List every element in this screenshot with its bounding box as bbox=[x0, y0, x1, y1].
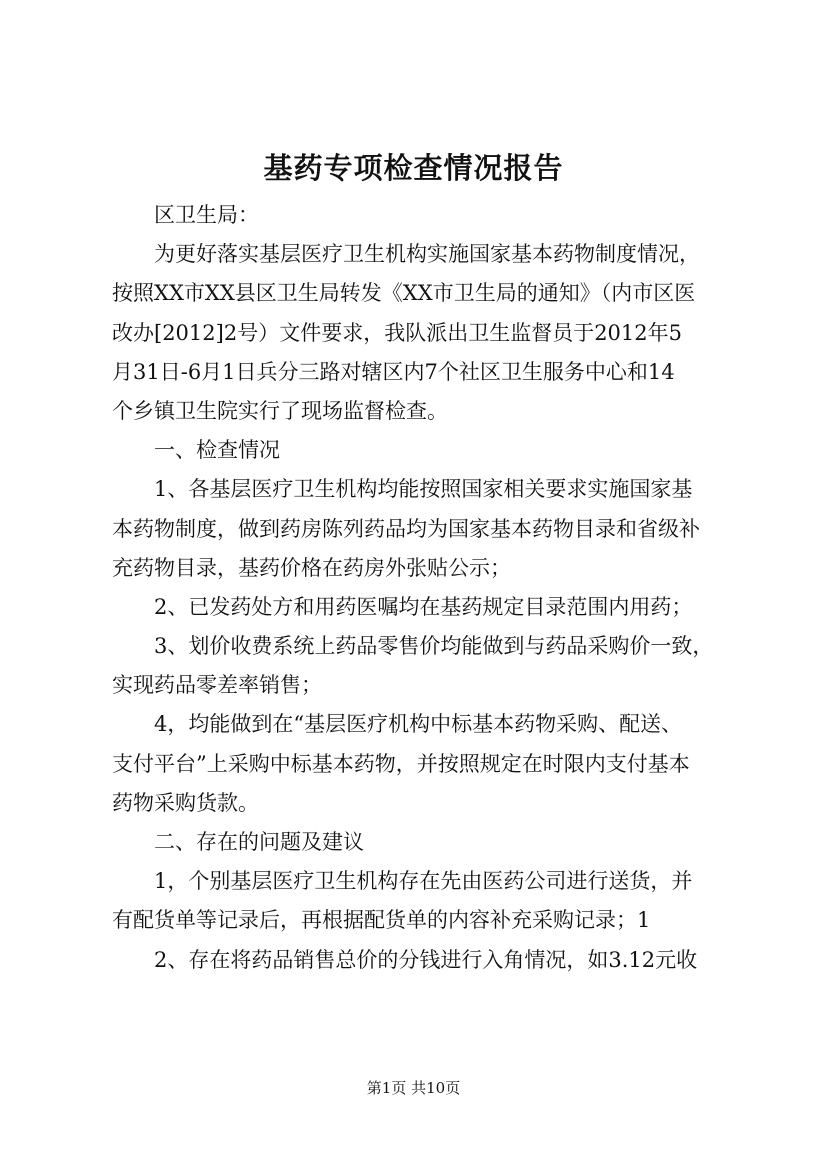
paragraph-line: 4，均能做到在“基层医疗机构中标基本药物采购、配送、 bbox=[154, 712, 683, 737]
paragraph-line: 1、各基层医疗卫生机构均能按照国家相关要求实施国家基 bbox=[154, 477, 693, 502]
paragraph-line: 药物采购货款。 bbox=[112, 790, 259, 815]
paragraph-line: 实现药品零差率销售； bbox=[112, 673, 322, 698]
paragraph-line: 充药物目录，基药价格在药房外张贴公示； bbox=[112, 555, 511, 580]
section-heading: 一、检查情况 bbox=[154, 438, 280, 463]
section-heading: 二、存在的问题及建议 bbox=[154, 830, 364, 854]
paragraph-line: 个乡镇卫生院实行了现场监督检查。 bbox=[112, 398, 448, 423]
paragraph-line: 有配货单等记录后，再根据配货单的内容补充采购记录；1 bbox=[112, 908, 651, 933]
page-footer: 第1页 共10页 bbox=[366, 1079, 461, 1097]
paragraph-line: 月31日-6月1日兵分三路对辖区内7个社区卫生服务中心和14 bbox=[112, 359, 675, 384]
paragraph-line: 改办[2012]2号）文件要求，我队派出卫生监督员于2012年5 bbox=[112, 320, 682, 345]
paragraph-line: 2、已发药处方和用药医嘱均在基药规定目录范围内用药； bbox=[154, 594, 693, 619]
paragraph-line: 1，个别基层医疗卫生机构存在先由医药公司进行送货，并 bbox=[154, 869, 693, 894]
document-body bbox=[112, 196, 726, 980]
paragraph-line: 为更好落实基层医疗卫生机构实施国家基本药物制度情况， bbox=[154, 242, 700, 267]
paragraph-line: 按照XX市XX县区卫生局转发《XX市卫生局的通知》（内市区医 bbox=[112, 281, 696, 306]
paragraph-line: 支付平台”上采购中标基本药物，并按照规定在时限内支付基本 bbox=[112, 751, 690, 776]
paragraph-line: 本药物制度，做到药房陈列药品均为国家基本药物目录和省级补 bbox=[112, 516, 700, 541]
salutation: 区卫生局： bbox=[154, 203, 259, 227]
paragraph-line: 2、存在将药品销售总价的分钱进行入角情况，如3.12元收 bbox=[154, 947, 698, 972]
document-title: 基药专项检查情况报告 bbox=[263, 151, 564, 185]
paragraph-line: 3、划价收费系统上药品零售价均能做到与药品采购价一致， bbox=[154, 634, 714, 659]
